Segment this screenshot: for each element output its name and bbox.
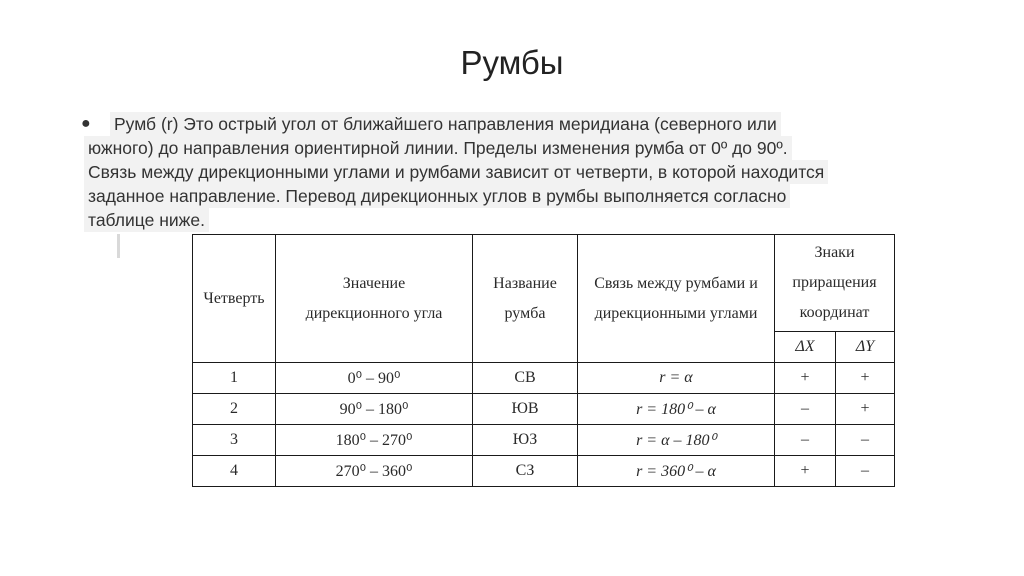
definition-paragraph <box>81 112 934 232</box>
cell-relation: r = 180⁰ – α <box>578 394 775 425</box>
header-dy: ΔY <box>836 332 895 363</box>
cell-relation: r = α <box>578 363 775 394</box>
table-row <box>193 425 895 456</box>
cell-dy: – <box>836 456 895 487</box>
paragraph-line: южного) до направления ориентирной линии. Пределы изменения румба от 0º до 90º. <box>84 136 792 160</box>
cell-range: 270⁰ – 360⁰ <box>276 456 473 487</box>
cell-dy: + <box>836 363 895 394</box>
cell-name: ЮВ <box>473 394 578 425</box>
header-quarter: Четверть <box>193 235 276 363</box>
cell-relation: r = α – 180⁰ <box>578 425 775 456</box>
slide-title: Румбы <box>460 44 564 81</box>
text-cursor-mark <box>117 234 120 258</box>
table-row <box>193 363 895 394</box>
cell-dy: – <box>836 425 895 456</box>
cell-quarter: 4 <box>193 456 276 487</box>
cell-range: 0⁰ – 90⁰ <box>276 363 473 394</box>
cell-name: СВ <box>473 363 578 394</box>
paragraph-line: таблице ниже. <box>84 208 209 232</box>
header-relation: Связь между румбами и дирекционными углами <box>578 235 775 363</box>
cell-dx: – <box>775 394 836 425</box>
cell-quarter: 2 <box>193 394 276 425</box>
bullet-icon: ● <box>81 115 91 132</box>
table-row <box>193 394 895 425</box>
cell-range: 90⁰ – 180⁰ <box>276 394 473 425</box>
cell-quarter: 1 <box>193 363 276 394</box>
rhumb-conversion-table <box>192 234 895 487</box>
paragraph-line: заданное направление. Перевод дирекционных углов в румбы выполняется согласно <box>84 184 790 208</box>
header-dx: ΔX <box>775 332 836 363</box>
header-signs: Знаки приращения координат <box>775 235 895 332</box>
cell-dx: + <box>775 363 836 394</box>
cell-quarter: 3 <box>193 425 276 456</box>
cell-relation: r = 360⁰ – α <box>578 456 775 487</box>
cell-dx: – <box>775 425 836 456</box>
header-angle-value: Значение дирекционного угла <box>276 235 473 363</box>
header-rhumb-name: Название румба <box>473 235 578 363</box>
cell-range: 180⁰ – 270⁰ <box>276 425 473 456</box>
cell-dx: + <box>775 456 836 487</box>
table-row <box>193 456 895 487</box>
cell-name: СЗ <box>473 456 578 487</box>
cell-dy: + <box>836 394 895 425</box>
paragraph-line: Связь между дирекционными углами и румбами зависит от четверти, в которой находится <box>84 160 828 184</box>
paragraph-line: Румб (r) Это острый угол от ближайшего направления меридиана (северного или <box>110 112 781 136</box>
cell-name: ЮЗ <box>473 425 578 456</box>
